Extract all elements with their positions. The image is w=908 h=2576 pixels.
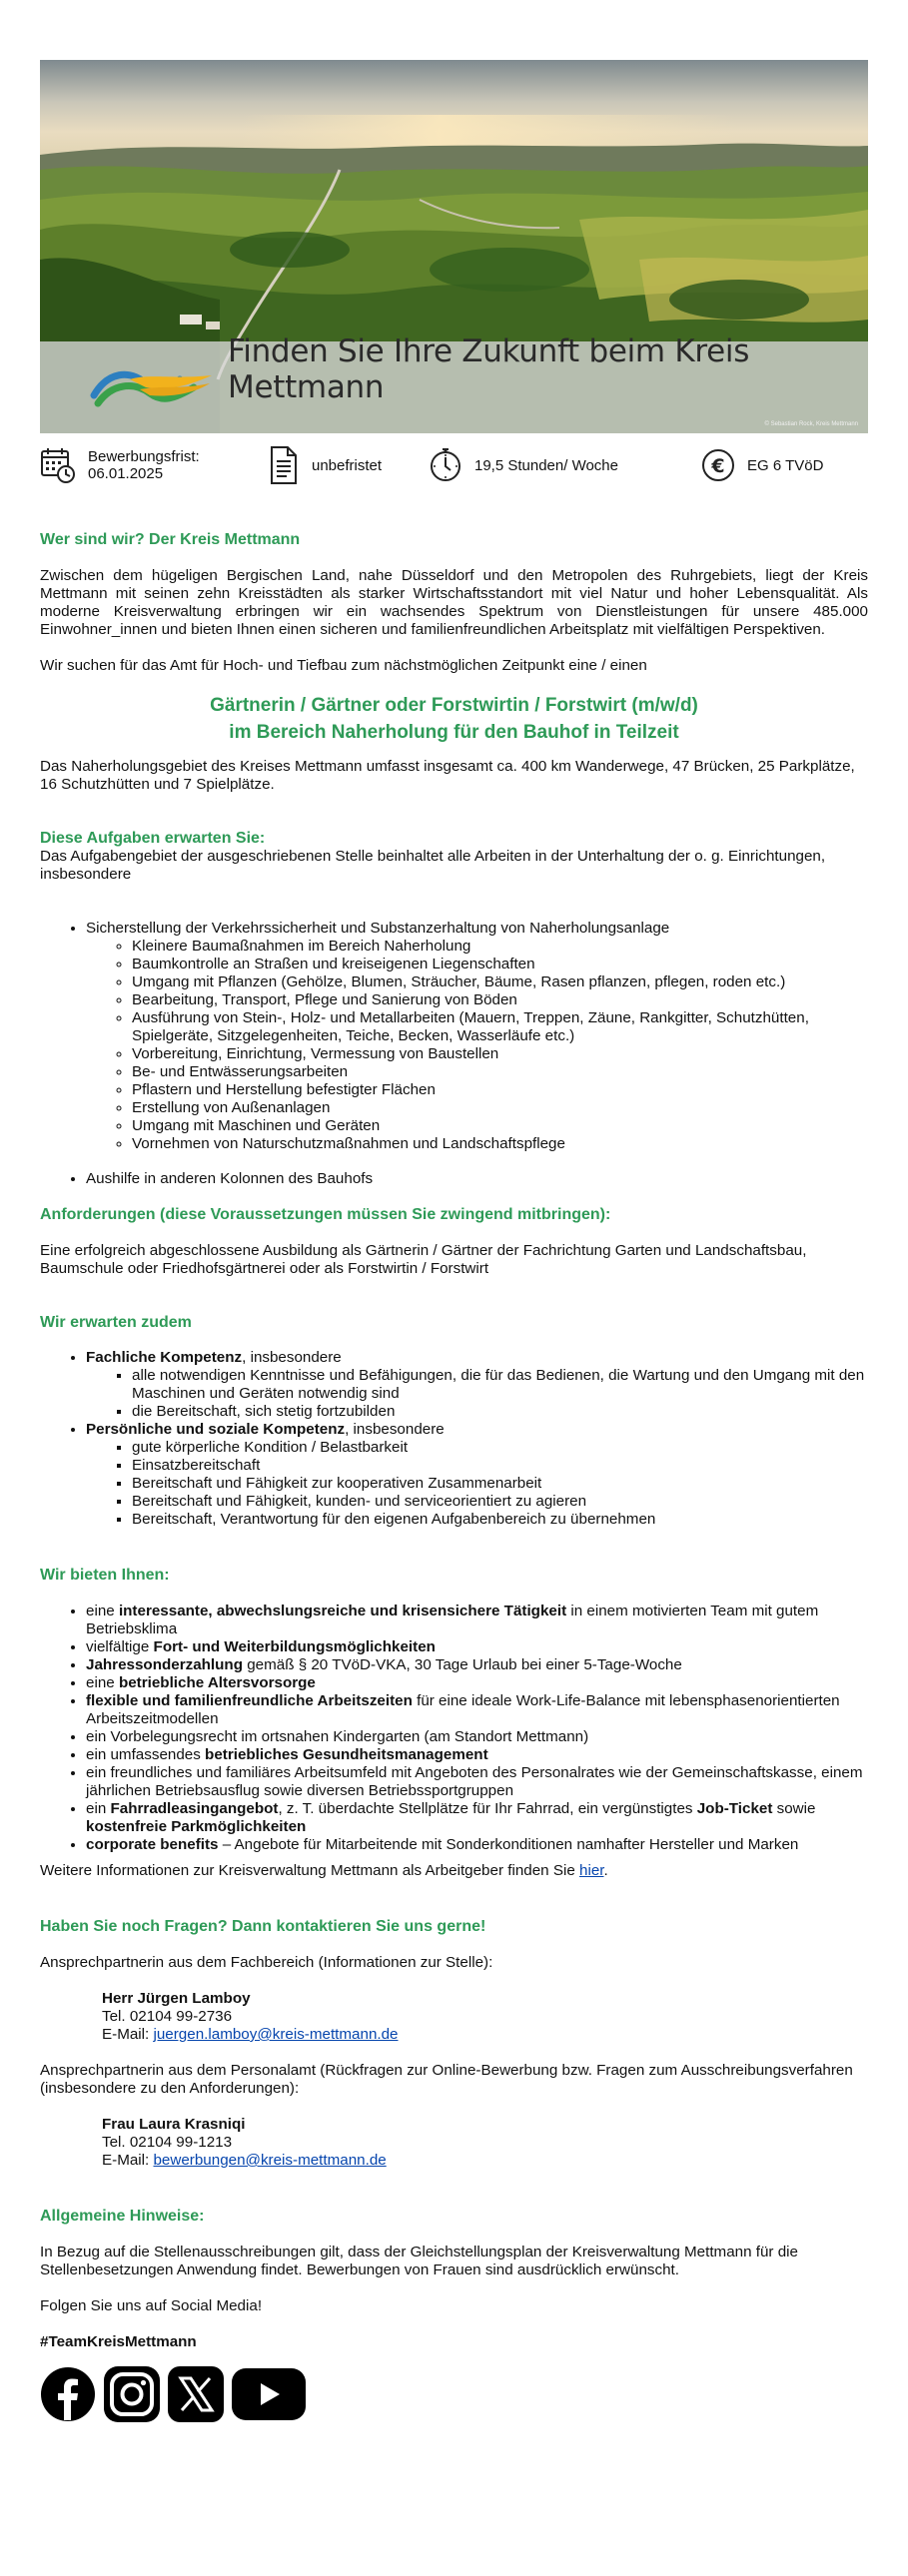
list-item [86,1421,868,1529]
list-item: • Aushilfe in anderen Kolonnen des Bauhofs [86,1170,868,1188]
x-icon[interactable] [168,2366,224,2422]
contact-card-1 [40,1990,868,2044]
social-competence: Persönliche und soziale Kompetenz [86,1421,346,1438]
list-item: ▪ Einsatzbereitschaft [132,1457,868,1475]
text: , z. T. überdachte Stellplätze für Ihr Fahrrad, ein vergünstigtes [278,1800,697,1817]
hero-slogan: Finden Sie Ihre Zukunft beim Kreis Mettmann [228,333,750,405]
text: vielfältige [86,1638,154,1655]
text: ein umfassendes [86,1746,206,1763]
fact-salary [701,448,861,482]
text: . [603,1862,608,1879]
list-item: ◦ Baumkontrolle an Straßen und kreiseigenen Liegenschaften [132,956,868,973]
document-icon [268,445,300,485]
text-bold: Job-Ticket [696,1800,773,1817]
list-item: ▪ alle notwendigen Kenntnisse und Befähigungen, die für das Bedienen, die Wartung und den Umgang mit den Maschinen und Geräten notwendig sind [132,1367,868,1403]
text: für eine ideale Work-Life-Balance mit lebensphasenorientierten Arbeitszeitmodellen [86,1692,840,1727]
list-item: ▪ Bereitschaft und Fähigkeit zur kooperativen Zusammenarbeit [132,1475,868,1493]
list-item: ◦ Erstellung von Außenanlagen [132,1099,868,1117]
euro-icon [701,448,735,482]
job-title [40,692,868,746]
list-item [86,1692,868,1728]
instagram-icon[interactable] [104,2366,160,2422]
tasks-intro: Das Aufgabengebiet der ausgeschriebenen Stelle beinhaltet alle Arbeiten in der Unterhaltung der o. g. Einrichtungen, insbesondere [40,848,826,883]
text-bold: interessante, abwechslungsreiche und krisensichere Tätigkeit [118,1603,567,1619]
professional-competence: Fachliche Kompetenz [86,1349,243,1366]
list-item [86,1656,868,1674]
list-item-rest: , insbesondere [345,1421,445,1438]
contact-card-2 [40,2116,868,2170]
contract-text: unbefristet [312,456,383,474]
fact-contract [268,445,429,485]
fact-deadline [40,446,268,484]
task-sublist [86,938,868,1153]
list-item [86,1349,868,1421]
list-item [86,920,868,1153]
text-bold: flexible und familienfreundliche Arbeitszeiten [86,1692,413,1709]
contact-phone: Tel. 02104 99-2736 [102,2008,233,2025]
contact-intro-1: Ansprechpartnerin aus dem Fachbereich (Informationen zur Stelle): [40,1954,493,1971]
general-heading: Allgemeine Hinweise: [40,2208,205,2225]
contact-heading: Haben Sie noch Fragen? Dann kontaktieren Sie uns gerne! [40,1918,486,1935]
hero-banner [40,60,868,433]
list-item: ▪ gute körperliche Kondition / Belastbarkeit [132,1439,868,1457]
expect-heading: Wir erwarten zudem [40,1314,192,1331]
list-item: • ein Vorbelegungsrecht im ortsnahen Kindergarten (am Standort Mettmann) [86,1728,868,1746]
salary-text: EG 6 TVöD [747,456,824,474]
follow-text: Folgen Sie uns auf Social Media! [40,2297,263,2314]
contact-email-row [102,2152,868,2170]
email-label: E-Mail: [102,2026,154,2043]
text: eine [86,1603,119,1619]
youtube-icon[interactable] [232,2366,306,2422]
text: gemäß § 20 TVöD-VKA, 30 Tage Urlaub bei einer 5-Tage-Woche [242,1656,682,1673]
email-link[interactable]: juergen.lamboy@kreis-mettmann.de [153,2026,399,2043]
search-text: Wir suchen für das Amt für Hoch- und Tiefbau zum nächstmöglichen Zeitpunkt eine / einen [40,657,647,674]
list-item [86,1603,868,1638]
list-item: ◦ Umgang mit Pflanzen (Gehölze, Blumen, Sträucher, Bäume, Rasen pflanzen, pflegen, roden etc.) [132,973,868,991]
about-heading: Wer sind wir? Der Kreis Mettmann [40,531,301,548]
expect-sublist-1 [86,1367,868,1421]
list-item [86,1674,868,1692]
social-links [40,2366,868,2422]
requirements-text: Eine erfolgreich abgeschlossene Ausbildung als Gärtnerin / Gärtner der Fachrichtung Garten und Landschaftsbau, Baumschule oder Friedhofsgärtnerei oder als Forstwirtin / Forstwirt [40,1242,807,1277]
list-item: ◦ Be- und Entwässerungsarbeiten [132,1063,868,1081]
list-item: ◦ Vorbereitung, Einrichtung, Vermessung von Baustellen [132,1045,868,1063]
task-main-1: Sicherstellung der Verkehrssicherheit und Substanzerhaltung von Naherholungsanlage [86,920,670,937]
text-bold: corporate benefits [86,1836,219,1853]
list-item [86,1836,868,1854]
contact-phone: Tel. 02104 99-1213 [102,2134,233,2151]
list-item: ◦ Bearbeitung, Transport, Pflege und Sanierung von Böden [132,991,868,1009]
text: in einem motivierten Team mit gutem Betriebsklima [86,1603,819,1637]
job-posting [40,0,868,2422]
more-info [40,1862,868,1880]
list-item: ◦ Ausführung von Stein-, Holz- und Metallarbeiten (Mauern, Treppen, Zäune, Rankgitter, Schutzhütten, Spielgeräte, Sitzgelegenheiten, Teiche, Becken, Wasserläufe etc.) [132,1009,868,1045]
contact-email-row [102,2026,868,2044]
text-bold: kostenfreie Parkmöglichkeiten [86,1818,307,1835]
job-title-line-2: im Bereich Naherholung für den Bauhof in Teilzeit [229,722,679,743]
job-title-line-1: Gärtnerin / Gärtner oder Forstwirtin / Forstwirt (m/w/d) [210,695,698,716]
kreis-mettmann-logo [90,361,216,411]
list-item: ▪ Bereitschaft und Fähigkeit, kunden- und serviceorientiert zu agieren [132,1493,868,1511]
list-item [86,1800,868,1836]
tasks-list [40,920,868,1188]
tasks-heading: Diese Aufgaben erwarten Sie: [40,830,266,847]
hashtag: #TeamKreisMettmann [40,2333,197,2350]
fact-hours [429,447,701,483]
requirements-heading: Anforderungen (diese Voraussetzungen müssen Sie zwingend mitbringen): [40,1206,611,1223]
list-item: ◦ Vornehmen von Naturschutzmaßnahmen und Landschaftspflege [132,1135,868,1153]
calendar-icon [40,446,76,484]
deadline-text: Bewerbungsfrist: 06.01.2025 [88,448,200,482]
text-bold: Fahrradleasingangebot [110,1800,279,1817]
email-label: E-Mail: [102,2152,154,2169]
employer-info-link[interactable]: hier [579,1862,604,1879]
expect-sublist-2 [86,1439,868,1529]
photo-credit: © Sebastian Rock, Kreis Mettmann [764,421,858,427]
list-item: ◦ Umgang mit Maschinen und Geräten [132,1117,868,1135]
list-item [86,1746,868,1764]
text: Weitere Informationen zur Kreisverwaltung Mettmann als Arbeitgeber finden Sie [40,1862,579,1879]
text: eine [86,1674,119,1691]
text: ein [86,1800,111,1817]
list-item: ▪ Bereitschaft, Verantwortung für den eigenen Aufgabenbereich zu übernehmen [132,1511,868,1529]
contact-intro-2: Ansprechpartnerin aus dem Personalamt (Rückfragen zur Online-Bewerbung bzw. Fragen zum Ausschreibungsverfahren (insbesondere zu den Anforderungen): [40,2062,853,2097]
key-facts [40,435,868,495]
text-bold: betriebliches Gesundheitsmanagement [205,1746,488,1763]
email-link[interactable]: bewerbungen@kreis-mettmann.de [153,2152,387,2169]
expect-list [40,1349,868,1529]
text: – Angebote für Mitarbeitende mit Sonderkonditionen namhafter Hersteller und Marken [218,1836,799,1853]
list-item: ▪ die Bereitschaft, sich stetig fortzubilden [132,1403,868,1421]
contact-name: Frau Laura Krasniqi [102,2116,246,2133]
svg-text:€: € [711,455,725,477]
general-text: In Bezug auf die Stellenausschreibungen gilt, dass der Gleichstellungsplan der Kreisverwaltung Mettmann für die Stellenbesetzungen Anwendung findet. Bewerbungen von Frauen sind ausdrücklich erwünscht. [40,2244,798,2278]
list-item [86,1638,868,1656]
list-item: ◦ Pflastern und Herstellung befestigter Flächen [132,1081,868,1099]
list-item: • ein freundliches und familiäres Arbeitsumfeld mit Angeboten des Personalrates wie der Gemeinschaftskasse, einem jährlichen Betriebsausflug sowie diversen Betriebssportgruppen [86,1764,868,1800]
list-item-rest: , insbesondere [242,1349,342,1366]
about-text: Zwischen dem hügeligen Bergischen Land, nahe Düsseldorf und den Metropolen des Ruhrgebiets, liegt der Kreis Mettmann mit seinen zehn Kreisstädten als starker Wirtschaftsstandort mit viel Natur und hoher Lebensqualität. Als moderne Kreisverwaltung erbringen wir ein wachsendes Spektrum von Dienstleistungen für unsere 485.000 Einwohner_innen und bieten Ihnen einen sicheren und familienfreundlichen Arbeitsplatz mit vielfältigen Perspektiven. [40,567,868,638]
hours-text: 19,5 Stunden/ Woche [474,456,618,474]
text-bold: betriebliche Altersvorsorge [118,1674,316,1691]
offer-list [40,1603,868,1854]
facebook-icon[interactable] [40,2366,96,2422]
text-bold: Fort- und Weiterbildungsmöglichkeiten [153,1638,436,1655]
text-bold: Jahressonderzahlung [86,1656,243,1673]
area-text: Das Naherholungsgebiet des Kreises Mettmann umfasst insgesamt ca. 400 km Wanderwege, 47 Brücken, 25 Parkplätze, 16 Schutzhütten und 7 Spielplätze. [40,758,855,793]
list-item: ◦ Kleinere Baumaßnahmen im Bereich Naherholung [132,938,868,956]
stopwatch-icon [429,447,462,483]
text: sowie [772,1800,816,1817]
offer-heading: Wir bieten Ihnen: [40,1567,170,1584]
contact-name: Herr Jürgen Lamboy [102,1990,251,2007]
